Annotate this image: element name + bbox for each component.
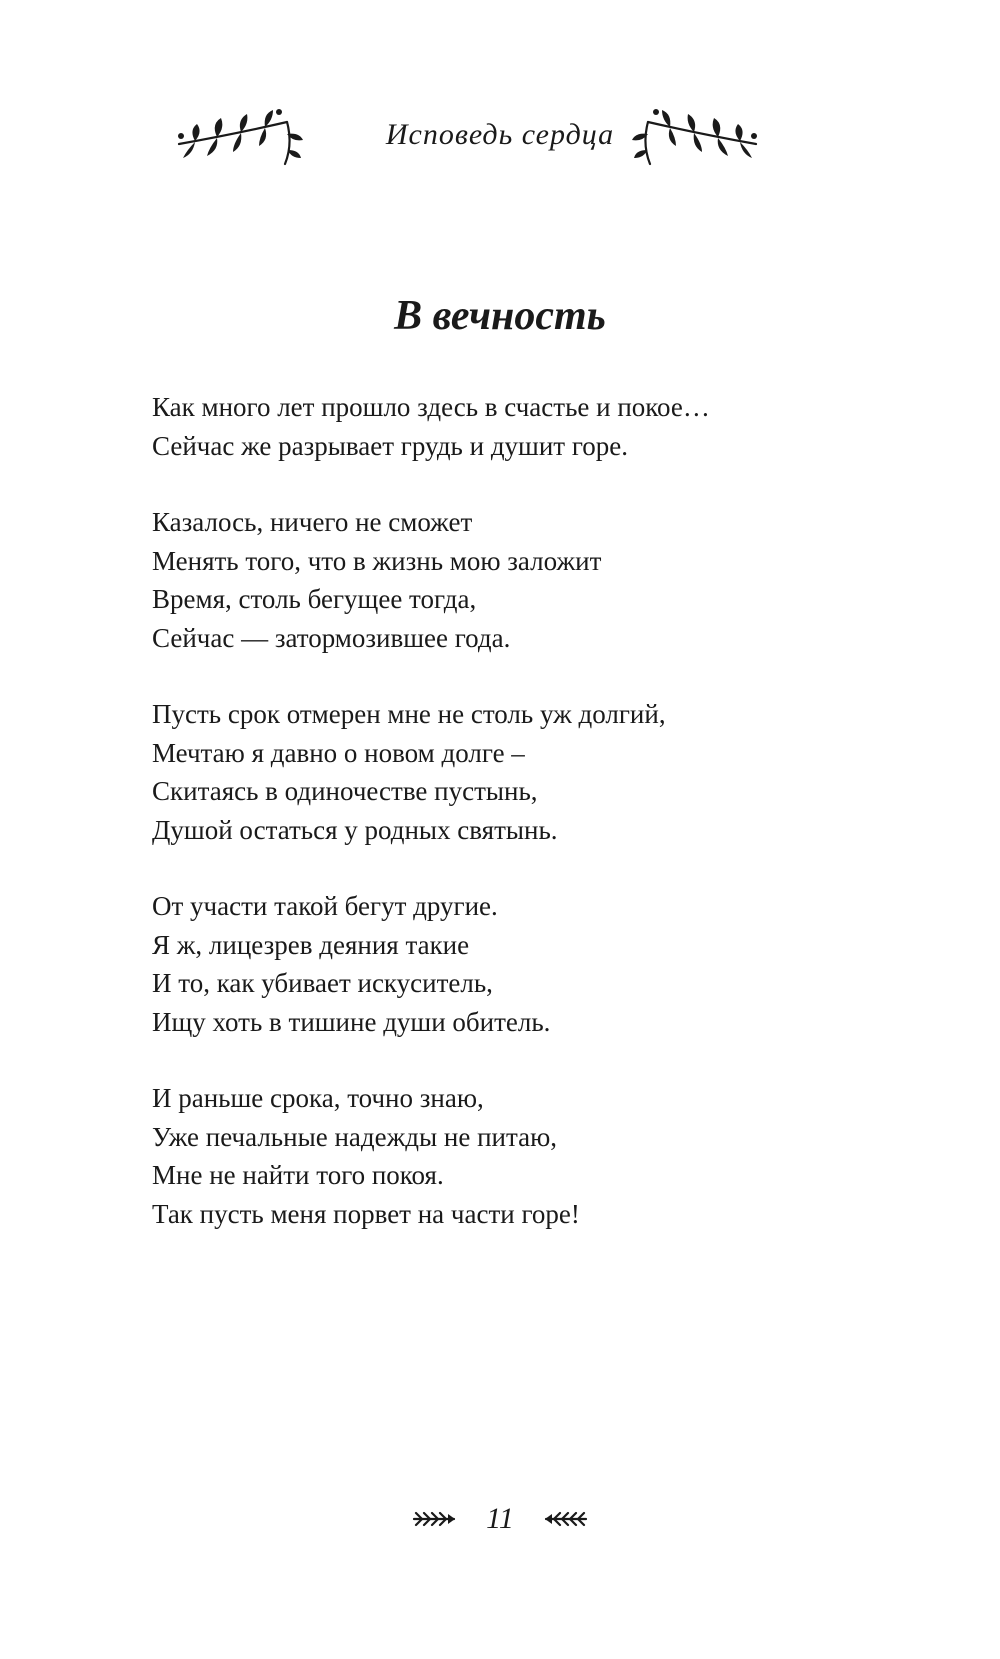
poem-line: Ищу хоть в тишине души обитель.	[152, 1006, 551, 1037]
stanza	[152, 887, 912, 1041]
arrow-fletch-icon	[412, 1511, 456, 1527]
poem-line: Мечтаю я давно о новом долге –	[152, 737, 525, 768]
poem-line: Уже печальные надежды не питаю,	[152, 1121, 557, 1152]
poem-title: В вечность	[394, 293, 606, 339]
stanza	[152, 1079, 912, 1233]
laurel-branch-icon	[630, 104, 760, 174]
stanza	[152, 388, 912, 465]
poem-line: Время, столь бегущее тогда,	[152, 584, 477, 614]
poem-body	[152, 388, 912, 1271]
poem-line: Так пусть меня порвет на части горе!	[152, 1198, 580, 1229]
poem-line: И раньше срока, точно знаю,	[152, 1083, 484, 1113]
poem-line: Сейчас — затормозившее года.	[152, 622, 511, 653]
poem-line: Душой остаться у родных святынь.	[152, 814, 558, 845]
poem-line: Мне не найти того покоя.	[152, 1160, 444, 1190]
poem-line: Казалось, ничего не сможет	[152, 507, 473, 537]
page-number: 11	[486, 1502, 514, 1535]
stanza	[152, 503, 912, 657]
page-footer	[0, 1497, 1000, 1541]
poem-line: И то, как убивает искуситель,	[152, 968, 493, 998]
stanza	[152, 695, 912, 849]
poem-line: Как много лет прошло здесь в счастье и покое…	[152, 392, 710, 422]
running-title: Исповедь сердца	[385, 118, 615, 151]
poem-line: Менять того, что в жизнь мою заложит	[152, 545, 602, 576]
running-header	[0, 104, 1000, 174]
poem-line: Сейчас же разрывает грудь и душит горе.	[152, 430, 628, 461]
poem-line: Пусть срок отмерен мне не столь уж долгий,	[152, 699, 666, 729]
poem-line: Скитаясь в одиночестве пустынь,	[152, 776, 538, 806]
poem-line: Я ж, лицезрев деяния такие	[152, 929, 470, 960]
poem-line: От участи такой бегут другие.	[152, 891, 498, 921]
arrow-fletch-icon	[544, 1511, 588, 1527]
